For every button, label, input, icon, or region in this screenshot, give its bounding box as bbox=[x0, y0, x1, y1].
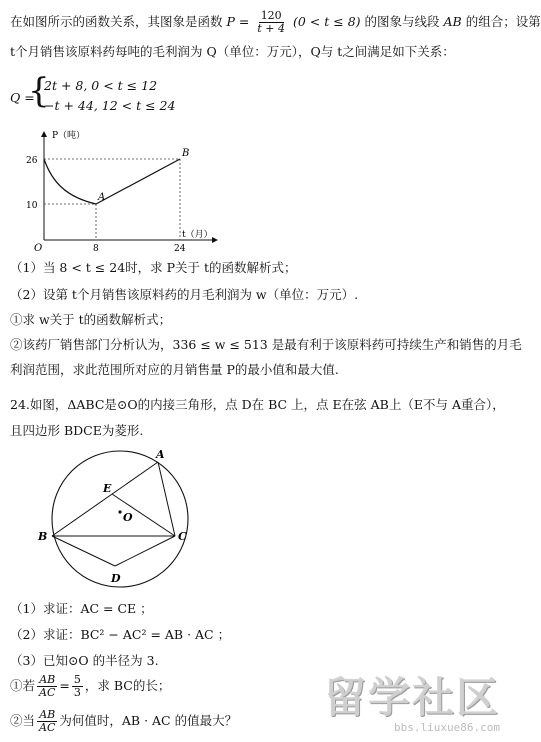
sq31-equals: = bbox=[59, 678, 70, 693]
sub-question-3: （3）已知⊙O 的半径为 3. bbox=[10, 653, 159, 668]
segment-ab bbox=[96, 159, 180, 204]
label-a: A bbox=[156, 448, 165, 461]
question-2-2-line-a: ②该药厂销售部门分析认为，336 ≤ w ≤ 513 是最有利于该原料药可持续生产和销售的月毛 bbox=[10, 337, 522, 352]
intro-p-symbol: P bbox=[226, 14, 235, 29]
sub-question-2: （2）求证：BC² − AC² = AB · AC ； bbox=[10, 627, 231, 642]
problem-24-line-2: 且四边形 BDCE为菱形. bbox=[10, 423, 144, 438]
intro-equals: = bbox=[238, 14, 250, 29]
watermark bbox=[324, 665, 500, 734]
watermark-url: bbs.liuxue86.com bbox=[394, 721, 500, 734]
segment-ec bbox=[112, 494, 175, 536]
sq32-ratio bbox=[37, 709, 57, 734]
label-c: C bbox=[178, 530, 187, 543]
intro-fraction-denominator: t + 4 bbox=[257, 22, 286, 35]
sq31-ratio-den: AC bbox=[39, 685, 56, 699]
label-e: E bbox=[103, 482, 112, 495]
sq31-ratio bbox=[37, 674, 57, 699]
y-axis-label: P（吨） bbox=[52, 131, 86, 141]
q-piecewise bbox=[10, 71, 210, 118]
question-2-2-line-b: 利润范围，求此范围所对应的月销售量 P的最小值和最大值. bbox=[10, 362, 339, 377]
intro-text-c: 的组合；设第 bbox=[465, 14, 541, 29]
intro-domain: (0 < t ≤ 8) bbox=[293, 14, 361, 29]
intro-segment-ab: AB bbox=[443, 14, 462, 29]
x-tick-24: 24 bbox=[174, 244, 186, 254]
q-brace: { bbox=[28, 71, 50, 111]
sub-question-1: （1）求证：AC = CE ； bbox=[10, 601, 153, 616]
circle-figure bbox=[30, 442, 200, 592]
x-tick-8: 8 bbox=[93, 244, 99, 254]
sq31-suffix: ，求 BC的长； bbox=[84, 678, 171, 693]
intro-text-a: 在如图所示的函数关系，其图象是函数 bbox=[10, 14, 223, 29]
problem-24-line-1: 24.如图，ΔABC是⊙O的内接三角形，点 D在 BC 上，点 E在弦 AB上（E不与 A重合）， bbox=[10, 397, 505, 412]
intro-line-1 bbox=[10, 10, 541, 35]
label-b: B bbox=[38, 530, 48, 543]
curve-p bbox=[44, 159, 96, 204]
question-2-1: ①求 w关于 t的函数解析式； bbox=[10, 312, 172, 327]
question-2: （2）设第 t个月销售该原料药的月毛利润为 w（单位：万元）. bbox=[10, 287, 359, 302]
point-a-label: A bbox=[98, 192, 106, 203]
watermark-logo: 留学社区 bbox=[323, 673, 500, 722]
label-o: O bbox=[123, 511, 133, 524]
label-d: D bbox=[111, 572, 121, 585]
sub-question-3-1 bbox=[10, 672, 170, 700]
q-case-1: 2t + 8, 0 < t ≤ 12 bbox=[44, 78, 158, 93]
sq31-prefix: ①若 bbox=[10, 678, 36, 693]
segment-ba bbox=[52, 462, 158, 536]
intro-text-b: 的图象与线段 bbox=[364, 14, 440, 29]
p-t-graph bbox=[22, 124, 222, 254]
question-1: （1）当 8 < t ≤ 24时，求 P关于 t的函数解析式； bbox=[10, 260, 297, 275]
sq31-value bbox=[72, 674, 83, 699]
sq31-value-num: 5 bbox=[73, 672, 81, 686]
circle-o bbox=[52, 451, 188, 587]
q-case-2: −t + 44, 12 < t ≤ 24 bbox=[44, 98, 176, 113]
sq32-prefix: ②当 bbox=[10, 713, 36, 728]
q-label: Q = bbox=[10, 90, 35, 105]
sq31-ratio-num: AB bbox=[39, 672, 56, 686]
segment-dc bbox=[115, 536, 175, 566]
intro-fraction bbox=[255, 10, 287, 35]
intro-fraction-numerator: 120 bbox=[260, 9, 282, 22]
origin-label: O bbox=[34, 243, 43, 254]
sq32-suffix: 为何值时，AB · AC 的值最大？ bbox=[59, 713, 238, 728]
y-tick-26: 26 bbox=[26, 156, 38, 166]
segment-bd bbox=[52, 536, 115, 566]
y-tick-10: 10 bbox=[26, 201, 38, 211]
center-dot bbox=[118, 510, 121, 513]
sq31-value-den: 3 bbox=[73, 685, 81, 699]
sub-question-3-2 bbox=[10, 707, 237, 735]
point-b-label: B bbox=[182, 148, 190, 159]
sq32-ratio-den: AC bbox=[39, 720, 56, 734]
segment-ac bbox=[158, 462, 175, 536]
intro-line-2: t个月销售该原料药每吨的毛利润为 Q（单位：万元），Q与 t之间满足如下关系： bbox=[10, 44, 455, 59]
x-axis-label: t（月） bbox=[182, 230, 213, 240]
sq32-ratio-num: AB bbox=[39, 707, 56, 721]
